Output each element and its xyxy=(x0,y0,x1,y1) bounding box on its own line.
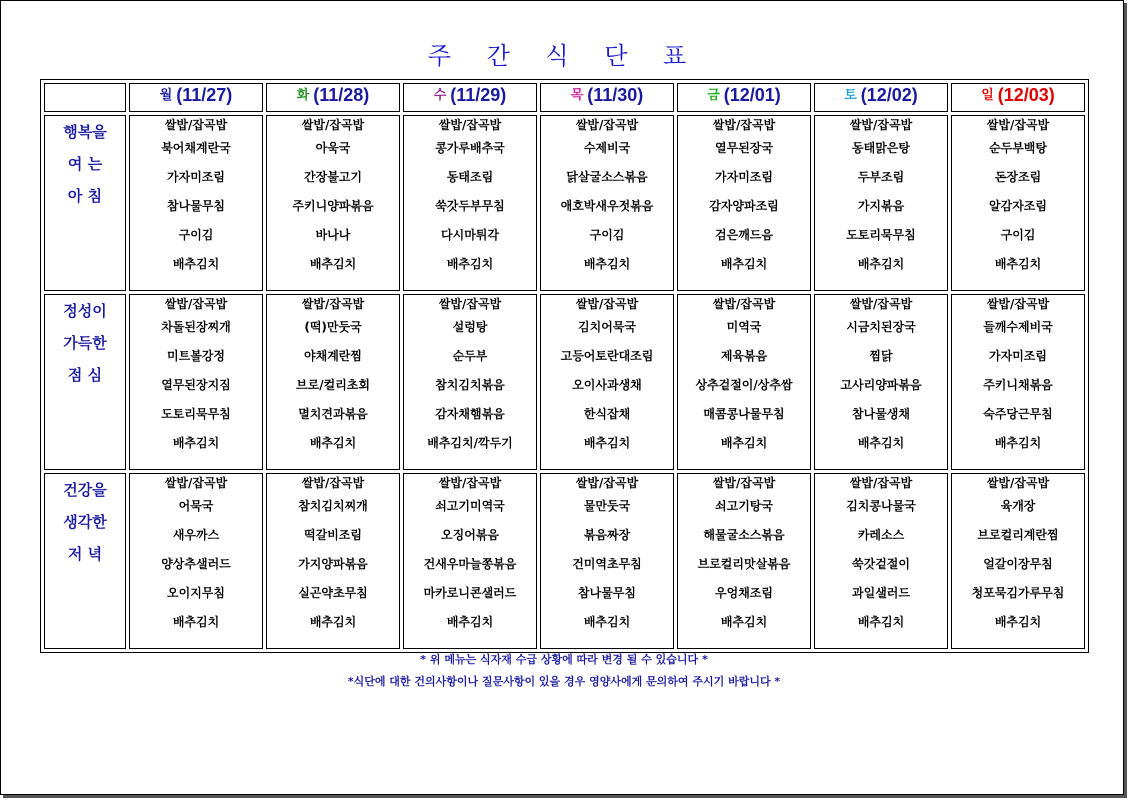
dish-item: 야채계란찜 xyxy=(304,349,362,363)
dish-item: 쌀밥/잡곡밥 xyxy=(712,297,776,311)
dish-item: 도토리묵무침 xyxy=(161,407,231,421)
header-row xyxy=(44,83,1085,112)
day-date: (12/02) xyxy=(860,85,918,105)
dish-item: 쌀밥/잡곡밥 xyxy=(575,297,639,311)
day-date: (11/28) xyxy=(313,85,370,105)
dish-item: 쌀밥/잡곡밥 xyxy=(849,476,913,490)
dish-item: 배추김치 xyxy=(857,615,905,629)
dish-item: 동태맑은탕 xyxy=(852,141,910,155)
dish-item: 시금치된장국 xyxy=(846,320,916,334)
dish-cell xyxy=(266,115,400,291)
dish-item: 쑥갓두부무침 xyxy=(435,199,505,213)
dish-item: 오이사과생채 xyxy=(572,378,642,392)
dish-item: 감자채햄볶음 xyxy=(435,407,505,421)
dish-item: 배추김치 xyxy=(720,615,768,629)
dish-item: 숙주당근무침 xyxy=(983,407,1053,421)
dish-cell xyxy=(266,294,400,470)
dish-item: 배추김치 xyxy=(994,257,1042,271)
dish-item: 배추김치 xyxy=(446,615,494,629)
dish-item: 실곤약초무침 xyxy=(298,586,368,600)
dish-item: 김치콩나물국 xyxy=(846,499,916,513)
dish-item: 배추김치 xyxy=(583,257,631,271)
dish-item: 브로컬리맛살볶음 xyxy=(697,557,791,571)
dish-item: 가자미조림 xyxy=(989,349,1047,363)
dish-item: 쌀밥/잡곡밥 xyxy=(986,118,1050,132)
dish-item: 도토리묵무침 xyxy=(846,228,916,242)
dish-item: 배추김치 xyxy=(309,436,357,450)
dish-item: 참나물생채 xyxy=(852,407,910,421)
dish-item: 쇠고기미역국 xyxy=(435,499,505,513)
meal-label-line: 생각한 xyxy=(63,513,107,531)
meal-label-line: 저 녁 xyxy=(67,545,103,563)
dish-item: 떡갈비조림 xyxy=(304,528,362,542)
dish-cell xyxy=(677,115,811,291)
dish-item: 배추김치 xyxy=(994,615,1042,629)
dish-item: 청포묵김가루무침 xyxy=(971,586,1065,600)
day-icon: 금 xyxy=(707,87,720,102)
dish-item: 볶음짜장 xyxy=(583,528,631,542)
day-icon: 수 xyxy=(433,87,447,102)
dish-item: 배추김치 xyxy=(446,257,494,271)
dish-item: 미트볼강정 xyxy=(167,349,225,363)
dish-item: 설렁탕 xyxy=(452,320,488,334)
dish-item: 열무된장지짐 xyxy=(161,378,231,392)
dish-item: 수제비국 xyxy=(583,141,631,155)
dish-item: 배추김치 xyxy=(172,615,220,629)
meal-label-line: 여 는 xyxy=(67,155,103,173)
day-header-mon xyxy=(129,83,263,112)
dish-item: 주키니채볶음 xyxy=(983,378,1053,392)
meal-row-breakfast xyxy=(44,115,1085,291)
dish-item: 쌀밥/잡곡밥 xyxy=(849,297,913,311)
dish-item: 가지볶음 xyxy=(857,199,905,213)
dish-item: 쌀밥/잡곡밥 xyxy=(301,297,365,311)
dish-item: 배추김치 xyxy=(994,436,1042,450)
dish-item: 구이김 xyxy=(589,228,625,242)
dish-item: 쌀밥/잡곡밥 xyxy=(164,476,228,490)
dish-item: 차돌된장찌개 xyxy=(161,320,231,334)
day-icon: 토 xyxy=(844,87,857,102)
dish-item: 쌀밥/잡곡밥 xyxy=(164,118,228,132)
dish-item: 참나물무침 xyxy=(167,199,225,213)
dish-item: 쌀밥/잡곡밥 xyxy=(438,476,502,490)
dish-item: 브로컬리계란찜 xyxy=(977,528,1059,542)
dish-cell xyxy=(951,473,1085,649)
dish-cell xyxy=(129,473,263,649)
dish-item: 어묵국 xyxy=(178,499,214,513)
dish-item: 매콤콩나물무침 xyxy=(703,407,785,421)
day-date: (11/30) xyxy=(587,85,644,105)
meal-label-line: 건강을 xyxy=(63,481,107,499)
dish-item: 건새우마늘쫑볶음 xyxy=(423,557,517,571)
dish-cell xyxy=(129,115,263,291)
dish-item: 쌀밥/잡곡밥 xyxy=(438,297,502,311)
dish-item: 쌀밥/잡곡밥 xyxy=(575,476,639,490)
dish-item: 가자미조림 xyxy=(167,170,225,184)
dish-item: 쌀밥/잡곡밥 xyxy=(301,476,365,490)
dish-item: 얼갈이장무침 xyxy=(983,557,1053,571)
corner-cell xyxy=(44,83,126,112)
dish-item: 카레소스 xyxy=(857,528,905,542)
day-icon: 화 xyxy=(296,87,310,102)
dish-cell xyxy=(814,115,948,291)
dish-item: 고등어토란대조림 xyxy=(560,349,654,363)
dish-item: 알감자조림 xyxy=(989,199,1047,213)
dish-cell xyxy=(403,115,537,291)
dish-item: 배추김치 xyxy=(309,257,357,271)
day-header-thu xyxy=(540,83,674,112)
meal-row-lunch xyxy=(44,294,1085,470)
dish-item: 찜닭 xyxy=(869,349,893,363)
dish-item: 멸치견과볶음 xyxy=(298,407,368,421)
dish-item: 배추김치 xyxy=(720,257,768,271)
dish-cell xyxy=(540,115,674,291)
dish-item: 참치김치찌개 xyxy=(298,499,368,513)
day-header-sun xyxy=(951,83,1085,112)
meal-label-line: 점 심 xyxy=(67,366,103,384)
dish-item: 물만둣국 xyxy=(583,499,631,513)
dish-item: 다시마튀각 xyxy=(441,228,499,242)
notice-inquiry: *식단에 대한 건의사항이나 질문사항이 있을 경우 영양사에게 문의하여 주시기 바랍니다 * xyxy=(347,675,781,688)
meal-label-line: 행복을 xyxy=(63,123,107,141)
dish-item: 고사리양파볶음 xyxy=(840,378,922,392)
dish-cell xyxy=(129,294,263,470)
dish-item: 가자미조림 xyxy=(715,170,773,184)
dish-item: 바나나 xyxy=(315,228,351,242)
dish-item: 순두부 xyxy=(452,349,488,363)
day-icon: 월 xyxy=(159,87,173,102)
dish-cell xyxy=(266,473,400,649)
dish-item: 오징어볶음 xyxy=(441,528,499,542)
weekly-menu-table xyxy=(40,79,1089,653)
dish-item: 쌀밥/잡곡밥 xyxy=(986,297,1050,311)
dish-item: 배추김치 xyxy=(309,615,357,629)
dish-item: 두부조림 xyxy=(857,170,905,184)
day-header-tue xyxy=(266,83,400,112)
dish-item: 과일샐러드 xyxy=(852,586,910,600)
dish-cell xyxy=(814,473,948,649)
dish-item: 쇠고기탕국 xyxy=(715,499,773,513)
dish-item: 제육볶음 xyxy=(720,349,768,363)
day-header-wed xyxy=(403,83,537,112)
dish-item: 쌀밥/잡곡밥 xyxy=(438,118,502,132)
dish-item: 동태조림 xyxy=(446,170,494,184)
meal-label-line: 정성이 xyxy=(63,302,107,320)
dish-item: 쌀밥/잡곡밥 xyxy=(301,118,365,132)
dish-item: 미역국 xyxy=(726,320,762,334)
dish-item: 순두부백탕 xyxy=(989,141,1047,155)
day-icon: 목 xyxy=(570,87,584,102)
dish-item: 참나물무침 xyxy=(578,586,636,600)
dish-item: (떡)만둣국 xyxy=(304,320,362,334)
dish-item: 육개장 xyxy=(1000,499,1036,513)
dish-item: 쌀밥/잡곡밥 xyxy=(164,297,228,311)
dish-item: 배추김치 xyxy=(583,436,631,450)
dish-item: 주키니양파볶음 xyxy=(292,199,374,213)
dish-cell xyxy=(951,294,1085,470)
dish-item: 쌀밥/잡곡밥 xyxy=(849,118,913,132)
dish-item: 돈장조림 xyxy=(994,170,1042,184)
dish-cell xyxy=(540,473,674,649)
meal-label-lunch xyxy=(44,294,126,470)
dish-item: 새우까스 xyxy=(172,528,220,542)
dish-item: 검은깨드음 xyxy=(715,228,773,242)
page-title: 주 간 식 단 표 xyxy=(427,42,701,70)
dish-item: 콩가루배추국 xyxy=(435,141,505,155)
dish-item: 해물굴소스볶음 xyxy=(703,528,785,542)
dish-cell xyxy=(814,294,948,470)
meal-label-dinner xyxy=(44,473,126,649)
meal-label-line: 가득한 xyxy=(63,334,107,352)
meal-label-line: 아 침 xyxy=(67,187,103,205)
day-date: (12/01) xyxy=(723,85,781,105)
day-icon: 일 xyxy=(981,87,994,102)
dish-item: 배추김치 xyxy=(583,615,631,629)
dish-item: 구이김 xyxy=(178,228,214,242)
dish-item: 열무된장국 xyxy=(715,141,773,155)
dish-item: 구이김 xyxy=(1000,228,1036,242)
dish-cell xyxy=(677,294,811,470)
dish-cell xyxy=(403,294,537,470)
dish-item: 브로/컬리초회 xyxy=(296,378,370,392)
dish-item: 배추김치 xyxy=(172,257,220,271)
dish-item: 쌀밥/잡곡밥 xyxy=(712,476,776,490)
dish-item: 양상추샐러드 xyxy=(161,557,231,571)
dish-cell xyxy=(540,294,674,470)
day-date: (11/29) xyxy=(450,85,507,105)
dish-item: 우엉채조림 xyxy=(715,586,773,600)
dish-cell xyxy=(677,473,811,649)
dish-item: 닭살굴소스볶음 xyxy=(566,170,648,184)
day-date: (11/27) xyxy=(176,85,233,105)
dish-item: 아욱국 xyxy=(315,141,351,155)
day-header-fri xyxy=(677,83,811,112)
meal-label-breakfast xyxy=(44,115,126,291)
dish-item: 쑥갓겉절이 xyxy=(852,557,910,571)
dish-item: 쌀밥/잡곡밥 xyxy=(575,118,639,132)
dish-item: 한식잡채 xyxy=(583,407,631,421)
dish-item: 오이지무침 xyxy=(167,586,225,600)
dish-item: 참치김치볶음 xyxy=(435,378,505,392)
dish-item: 애호박새우젓볶음 xyxy=(560,199,654,213)
dish-item: 쌀밥/잡곡밥 xyxy=(712,118,776,132)
dish-item: 건미역초무침 xyxy=(572,557,642,571)
meal-row-dinner xyxy=(44,473,1085,649)
day-header-sat xyxy=(814,83,948,112)
dish-item: 북어채계란국 xyxy=(161,141,231,155)
dish-cell xyxy=(951,115,1085,291)
dish-item: 상추겉절이/상추쌈 xyxy=(695,378,793,392)
dish-item: 배추김치 xyxy=(857,436,905,450)
notice-change: * 위 메뉴는 식자재 수급 상황에 따라 변경 될 수 있습니다 * xyxy=(420,653,708,666)
dish-item: 마카로니콘샐러드 xyxy=(423,586,517,600)
day-date: (12/03) xyxy=(997,85,1055,105)
dish-item: 배추김치 xyxy=(172,436,220,450)
dish-item: 간장불고기 xyxy=(304,170,362,184)
dish-cell xyxy=(403,473,537,649)
dish-item: 김치어묵국 xyxy=(578,320,636,334)
dish-item: 배추김치 xyxy=(857,257,905,271)
dish-item: 배추김치/깍두기 xyxy=(427,436,513,450)
dish-item: 배추김치 xyxy=(720,436,768,450)
dish-item: 가지양파볶음 xyxy=(298,557,368,571)
dish-item: 쌀밥/잡곡밥 xyxy=(986,476,1050,490)
dish-item: 들깨수제비국 xyxy=(983,320,1053,334)
dish-item: 감자양파조림 xyxy=(709,199,779,213)
